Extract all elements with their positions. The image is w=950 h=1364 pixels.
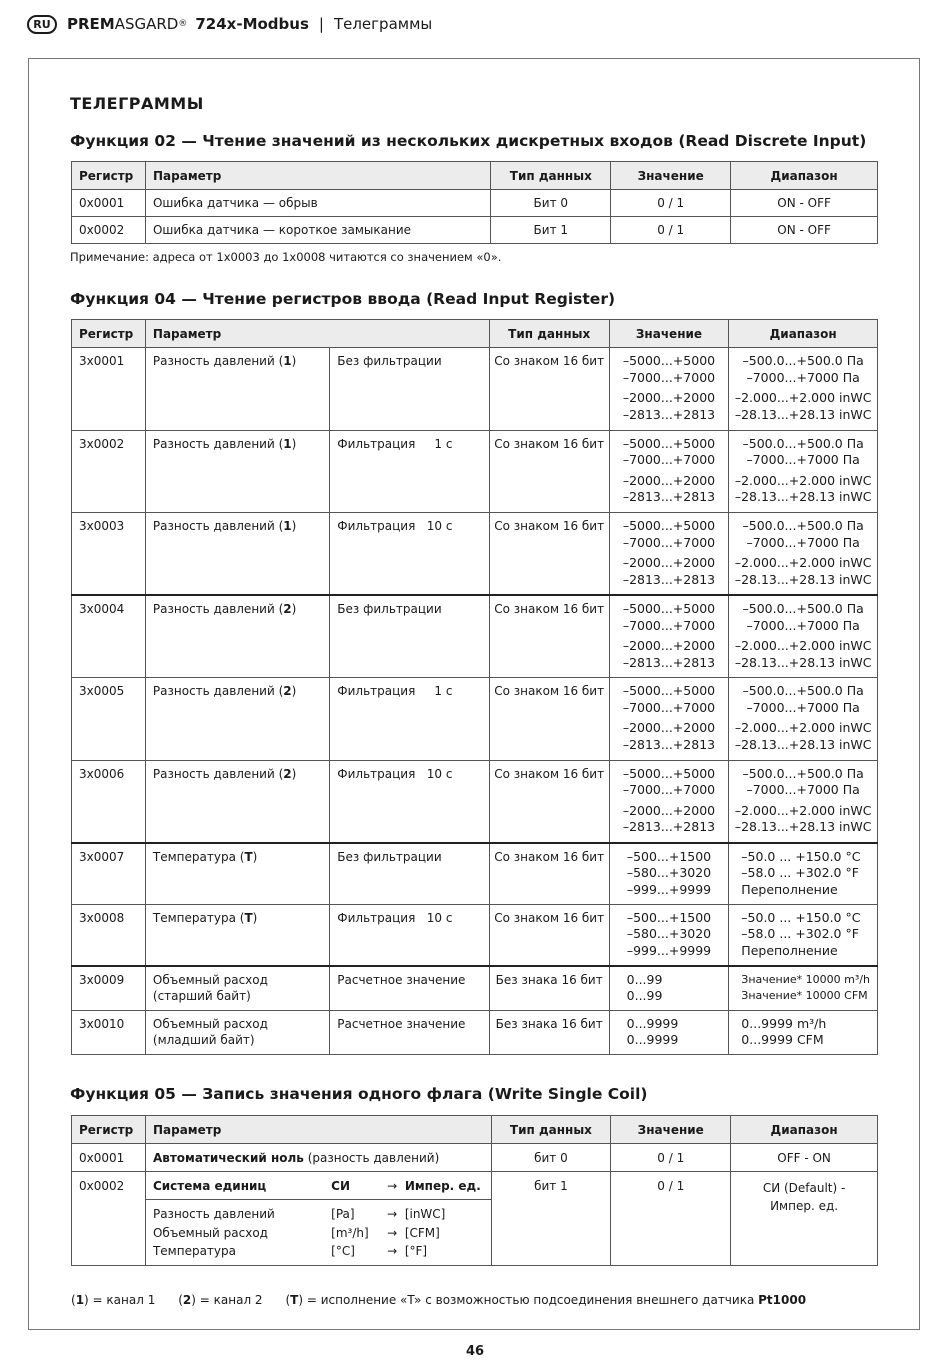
cell-range <box>729 760 878 843</box>
model-name: 724x-Modbus <box>195 15 309 33</box>
range-line: –500.0...+500.0 Па <box>742 518 864 533</box>
footnote-key: 2 <box>182 1293 192 1307</box>
range-line: Значение* 10000 m³/h <box>741 972 870 986</box>
registered-mark: ® <box>178 19 188 29</box>
value-line: 0...99 <box>626 988 663 1003</box>
footnote-text: = исполнение «T» с возможностью подсоединения внешнего датчика <box>306 1293 755 1307</box>
footnote-sensor: Pt1000 <box>758 1293 807 1307</box>
range-line: –50.0 ... +150.0 °C <box>741 909 861 925</box>
value-line: –7000...+7000 <box>622 617 716 633</box>
range-line: –28.13...+28.13 inWC <box>734 489 872 504</box>
value-line: –2000...+2000 <box>622 390 716 405</box>
col-value: Значение <box>611 162 731 190</box>
param-line: Объемный расход <box>152 1016 268 1031</box>
cell-datatype: Со знаком 16 бит <box>489 513 609 596</box>
table-header-row <box>72 320 878 348</box>
range-line: Значение* 10000 CFM <box>741 989 868 1002</box>
cell-range <box>729 1010 878 1055</box>
arrow-icon: → <box>387 1225 398 1240</box>
footnote-text: = канал 2 <box>199 1293 263 1307</box>
col-register: Регистр <box>72 1116 146 1144</box>
f04-pressure-rows <box>72 348 878 843</box>
cell-register: 3x0005 <box>72 678 146 761</box>
value-line: –999...+9999 <box>626 942 712 958</box>
range-line: Переполнение <box>741 942 838 958</box>
channel-marker: 1 <box>283 519 292 533</box>
cell-register: 3x0009 <box>72 966 146 1011</box>
param-name: Разность давлений <box>152 602 275 616</box>
table-row <box>72 678 878 761</box>
imperial-unit: [°F] <box>404 1244 428 1258</box>
col-value: Значение <box>611 1116 731 1144</box>
cell-parameter <box>145 1144 491 1172</box>
imperial-unit: [inWC] <box>404 1207 446 1221</box>
value-line: –2000...+2000 <box>622 720 716 735</box>
table-row <box>72 348 878 431</box>
range-line: –28.13...+28.13 inWC <box>734 406 872 422</box>
sub-name: Температура <box>152 1244 236 1258</box>
cell-filter: Фильтрация 1 с <box>330 678 489 761</box>
range-line: 0...9999 m³/h <box>741 1015 827 1031</box>
range-line: –50.0 ... +150.0 °C <box>741 848 861 864</box>
cell-parameter <box>145 966 329 1011</box>
range-line: –58.0 ... +302.0 °F <box>741 865 859 880</box>
cell-parameter: Разность давлений (1) <box>145 430 329 513</box>
value-line: –999...+9999 <box>626 881 712 897</box>
cell-value <box>609 843 729 905</box>
cell-filter: Без фильтрации <box>330 348 489 431</box>
range-line: –500.0...+500.0 Па <box>742 683 864 698</box>
cell-value <box>609 760 729 843</box>
language-badge: RU <box>27 15 57 34</box>
cell-parameter: Разность давлений (1) <box>145 513 329 596</box>
cell-filter: Расчетное значение <box>330 966 489 1011</box>
cell-datatype: Со знаком 16 бит <box>489 904 609 966</box>
value-line: –7000...+7000 <box>622 782 716 797</box>
value-line: –2000...+2000 <box>622 802 716 818</box>
table-row <box>72 513 878 596</box>
value-line: –7000...+7000 <box>622 534 716 550</box>
cell-parameter: Разность давлений (2) <box>145 760 329 843</box>
table-row <box>72 760 878 843</box>
range-line: –2.000...+2.000 inWC <box>734 555 872 570</box>
value-line: –2813...+2813 <box>622 654 716 670</box>
cell-register: 3x0006 <box>72 760 146 843</box>
footnote-key: T <box>290 1293 299 1307</box>
table-row <box>72 1010 878 1055</box>
imperial-label: Импер. ед. <box>404 1178 481 1193</box>
cell-parameter: Температура (T) <box>145 904 329 966</box>
range-line: –500.0...+500.0 Па <box>742 353 864 368</box>
cell-datatype: Бит 1 <box>491 217 611 244</box>
cell-range <box>729 843 878 905</box>
value-line: –2813...+2813 <box>622 736 716 752</box>
param-name: Разность давлений <box>152 436 275 451</box>
range-line: –2.000...+2.000 inWC <box>734 390 872 405</box>
range-line: Импер. ед. <box>770 1199 839 1213</box>
cell-parameter: Разность давлений (1) <box>145 348 329 431</box>
footnote: (1) = канал 1 (2) = канал 2 (T) = исполнение «T» с возможностью подсоединения внешнего датчика Pt1000 <box>71 1293 807 1307</box>
cell-range <box>729 348 878 431</box>
value-line: –2000...+2000 <box>622 472 716 488</box>
param-line: (старший байт) <box>152 989 251 1003</box>
cell-range <box>729 430 878 513</box>
range-line: –7000...+7000 Па <box>746 782 860 797</box>
cell-filter: Без фильтрации <box>330 843 489 905</box>
cell-datatype: Со знаком 16 бит <box>489 348 609 431</box>
f04-table <box>71 319 878 1055</box>
cell-filter: Без фильтрации <box>330 595 489 678</box>
cell-register: 3x0007 <box>72 843 146 905</box>
range-line: –7000...+7000 Па <box>746 452 860 467</box>
page-header <box>27 12 432 36</box>
param-name: Разность давлений <box>152 766 275 781</box>
cell-register: 0x0002 <box>72 217 146 244</box>
cell-parameter <box>145 1010 329 1055</box>
header-section: Телеграммы <box>333 15 433 33</box>
cell-datatype: Со знаком 16 бит <box>489 595 609 678</box>
table-row <box>72 217 878 244</box>
cell-filter: Фильтрация 10 с <box>330 904 489 966</box>
f04-title: Функция 04 — Чтение регистров ввода (Read Input Register) <box>70 290 616 308</box>
sub-name: Объемный расход <box>152 1225 268 1240</box>
cell-register: 3x0003 <box>72 513 146 596</box>
value-line: –580...+3020 <box>626 926 712 941</box>
value-line: –2000...+2000 <box>622 555 716 570</box>
range-line: –2.000...+2.000 inWC <box>734 802 872 818</box>
col-datatype: Тип данных <box>491 1116 611 1144</box>
col-value: Значение <box>609 320 729 348</box>
cell-range: OFF - ON <box>731 1144 878 1172</box>
footnote-text: = канал 1 <box>92 1293 156 1307</box>
f05-title: Функция 05 — Запись значения одного флага (Write Single Coil) <box>70 1085 648 1103</box>
table-row <box>72 430 878 513</box>
range-line: –2.000...+2.000 inWC <box>734 638 872 653</box>
cell-filter: Расчетное значение <box>330 1010 489 1055</box>
cell-register: 3x0004 <box>72 595 146 678</box>
col-parameter: Параметр <box>145 320 489 348</box>
cell-datatype: Без знака 16 бит <box>489 966 609 1011</box>
channel-marker: 1 <box>283 354 292 368</box>
footnote-key: 1 <box>75 1293 85 1307</box>
col-parameter: Параметр <box>145 162 490 190</box>
cell-param-bold <box>145 1172 331 1200</box>
channel-marker: 2 <box>283 766 292 781</box>
cell-value <box>609 430 729 513</box>
channel-marker: T <box>244 910 253 925</box>
table-header-row <box>72 1116 878 1144</box>
f02-table <box>71 161 878 244</box>
value-line: –580...+3020 <box>626 865 712 880</box>
cell-datatype: Бит 0 <box>491 190 611 217</box>
cell-register: 0x0002 <box>72 1172 146 1266</box>
cell-value: 0 / 1 <box>611 1172 731 1266</box>
cell-datatype: Со знаком 16 бит <box>489 678 609 761</box>
col-datatype: Тип данных <box>491 162 611 190</box>
value-line: –5000...+5000 <box>622 353 716 368</box>
col-range: Диапазон <box>731 162 878 190</box>
cell-parameter: Ошибка датчика — короткое замыкание <box>145 217 490 244</box>
sub-imperial-unit <box>387 1205 483 1224</box>
cell-value <box>609 966 729 1011</box>
header-separator: | <box>318 15 324 33</box>
cell-parameter: Разность давлений (2) <box>145 595 329 678</box>
arrow-icon: → <box>387 1244 398 1258</box>
cell-sub-imperial <box>387 1200 491 1266</box>
cell-filter: Фильтрация 1 с <box>330 430 489 513</box>
table-row <box>72 843 878 905</box>
value-line: –5000...+5000 <box>622 765 716 781</box>
cell-value <box>609 1010 729 1055</box>
value-line: 0...9999 <box>626 1032 679 1047</box>
page-number: 46 <box>465 1344 485 1359</box>
col-range: Диапазон <box>729 320 878 348</box>
cell-sub-names <box>145 1200 331 1266</box>
cell-parameter: Температура (T) <box>145 843 329 905</box>
value-line: –5000...+5000 <box>622 435 716 451</box>
cell-value <box>609 348 729 431</box>
cell-value <box>609 678 729 761</box>
f02-note: Примечание: адреса от 1x0003 до 1x0008 читаются со значением «0». <box>70 250 502 264</box>
sub-si-unit: [°C] <box>331 1244 355 1258</box>
imperial-unit: [CFM] <box>404 1225 440 1240</box>
value-line: –5000...+5000 <box>622 518 716 533</box>
f04-temperature-rows <box>72 843 878 966</box>
cell-range <box>729 678 878 761</box>
param-name: Разность давлений <box>152 684 275 698</box>
value-line: –2813...+2813 <box>622 571 716 587</box>
cell-datatype: Со знаком 16 бит <box>489 760 609 843</box>
table-row <box>72 1144 878 1172</box>
param-bold: Система единиц <box>152 1178 267 1193</box>
col-range: Диапазон <box>731 1116 878 1144</box>
channel-marker: T <box>244 849 253 864</box>
brand-name-bold: PREM <box>67 15 115 33</box>
cell-parameter: Разность давлений (2) <box>145 678 329 761</box>
param-name: Разность давлений <box>152 519 275 533</box>
range-line: –500.0...+500.0 Па <box>742 435 864 451</box>
cell-register: 3x0008 <box>72 904 146 966</box>
param-line: Объемный расход <box>152 972 268 987</box>
value-line: –2000...+2000 <box>622 638 716 653</box>
f04-flow-rows <box>72 966 878 1055</box>
range-line: –2.000...+2.000 inWC <box>734 720 872 735</box>
param-bold: Автоматический ноль <box>152 1150 304 1165</box>
cell-imperial <box>387 1172 491 1200</box>
cell-value: 0 / 1 <box>611 217 731 244</box>
cell-register: 3x0002 <box>72 430 146 513</box>
cell-datatype: Со знаком 16 бит <box>489 430 609 513</box>
cell-datatype: бит 0 <box>491 1144 611 1172</box>
f05-table <box>71 1115 878 1266</box>
range-line: –28.13...+28.13 inWC <box>734 819 872 834</box>
table-row <box>72 904 878 966</box>
table-row <box>72 595 878 678</box>
col-register: Регистр <box>72 320 146 348</box>
range-line: –7000...+7000 Па <box>746 369 860 385</box>
cell-value <box>609 513 729 596</box>
cell-value <box>609 595 729 678</box>
value-line: –7000...+7000 <box>622 452 716 467</box>
value-line: –2813...+2813 <box>622 819 716 834</box>
channel-marker: 2 <box>283 602 292 616</box>
cell-register: 0x0001 <box>72 1144 146 1172</box>
cell-register: 3x0001 <box>72 348 146 431</box>
si-label: СИ <box>331 1178 351 1193</box>
arrow-icon: → <box>387 1207 398 1221</box>
col-parameter: Параметр <box>145 1116 491 1144</box>
table-row <box>72 966 878 1011</box>
range-line: –7000...+7000 Па <box>746 699 860 715</box>
range-line: –28.13...+28.13 inWC <box>734 736 872 752</box>
param-name: Температура <box>152 910 236 925</box>
range-line: –500.0...+500.0 Па <box>742 765 864 781</box>
f02-title: Функция 02 — Чтение значений из нескольких дискретных входов (Read Discrete Input) <box>70 132 867 150</box>
value-line: –2813...+2813 <box>622 406 716 422</box>
cell-datatype: Без знака 16 бит <box>489 1010 609 1055</box>
range-line: 0...9999 CFM <box>741 1032 824 1047</box>
value-line: –5000...+5000 <box>622 601 716 616</box>
cell-range <box>731 1172 878 1266</box>
cell-range: ON - OFF <box>731 190 878 217</box>
range-line: Переполнение <box>741 881 838 897</box>
cell-filter: Фильтрация 10 с <box>330 513 489 596</box>
cell-value: 0 / 1 <box>611 1144 731 1172</box>
range-line: СИ (Default) - <box>762 1181 846 1195</box>
range-line: –28.13...+28.13 inWC <box>734 571 872 587</box>
cell-filter: Фильтрация 10 с <box>330 760 489 843</box>
section-title: ТЕЛЕГРАММЫ <box>70 94 204 113</box>
table-row <box>72 190 878 217</box>
channel-marker: 2 <box>283 684 292 698</box>
cell-range <box>729 966 878 1011</box>
value-line: –7000...+7000 <box>622 369 716 385</box>
sub-si-unit: [Pa] <box>331 1207 355 1221</box>
value-line: –2813...+2813 <box>622 489 716 504</box>
col-datatype: Тип данных <box>489 320 609 348</box>
range-line: –500.0...+500.0 Па <box>742 601 864 616</box>
channel-marker: 1 <box>283 436 292 451</box>
arrow-icon: → <box>387 1178 398 1193</box>
range-line: –7000...+7000 Па <box>746 617 860 633</box>
param-rest: (разность давлений) <box>307 1150 440 1165</box>
value-line: –7000...+7000 <box>622 699 716 715</box>
cell-value: 0 / 1 <box>611 190 731 217</box>
sub-imperial-unit <box>387 1224 483 1243</box>
cell-datatype: бит 1 <box>491 1172 611 1266</box>
cell-range <box>729 513 878 596</box>
value-line: 0...9999 <box>626 1015 679 1031</box>
cell-sub-si <box>331 1200 387 1266</box>
cell-si <box>331 1172 387 1200</box>
value-line: 0...99 <box>626 971 663 987</box>
range-line: –58.0 ... +302.0 °F <box>741 926 859 941</box>
cell-range <box>729 904 878 966</box>
cell-parameter: Ошибка датчика — обрыв <box>145 190 490 217</box>
range-line: –28.13...+28.13 inWC <box>734 654 872 670</box>
cell-register: 0x0001 <box>72 190 146 217</box>
brand-name-light: ASGARD <box>114 15 179 33</box>
cell-value <box>609 904 729 966</box>
param-name: Разность давлений <box>152 354 275 368</box>
sub-imperial-unit <box>387 1242 483 1261</box>
value-line: –5000...+5000 <box>622 683 716 698</box>
range-line: –2.000...+2.000 inWC <box>734 472 872 488</box>
value-line: –500...+1500 <box>626 909 712 925</box>
table-header-row <box>72 162 878 190</box>
cell-register: 3x0010 <box>72 1010 146 1055</box>
col-register: Регистр <box>72 162 146 190</box>
table-row <box>72 1172 878 1200</box>
value-line: –500...+1500 <box>626 848 712 864</box>
sub-si-unit: [m³/h] <box>331 1225 369 1240</box>
cell-range <box>729 595 878 678</box>
param-name: Температура <box>152 849 236 864</box>
param-line: (младший байт) <box>152 1033 255 1047</box>
range-line: –7000...+7000 Па <box>746 534 860 550</box>
sub-name: Разность давлений <box>152 1207 275 1221</box>
cell-range: ON - OFF <box>731 217 878 244</box>
cell-datatype: Со знаком 16 бит <box>489 843 609 905</box>
